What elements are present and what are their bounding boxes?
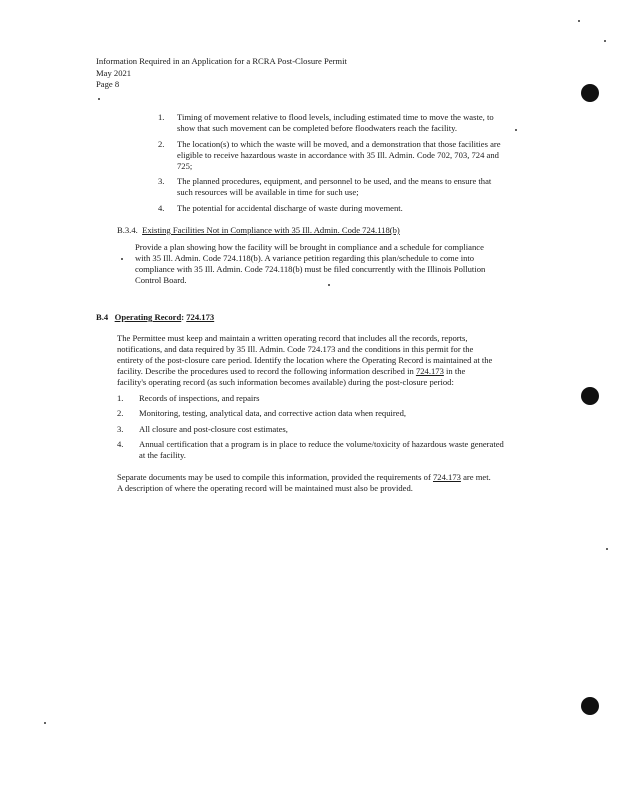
- section-b334-heading: [117, 225, 400, 236]
- section-b334-body: Provide a plan showing how the facility will be brought in compliance and a schedule for compliance with 35 Ill. Admin. Code 724.118(b). A variance petition regarding this plan/schedule to come into compliance with 35 Ill. Admin. Code 724.118(b) must be filed concurrently with the Illinois Pollution Control Board.: [135, 242, 486, 285]
- list-item-text: The potential for accidental discharge of waste during movement.: [177, 203, 403, 213]
- section-b4-intro: The Permittee must keep and maintain a written operating record that includes all the records, reports, notifications, and data required by 35 Ill. Admin. Code 724.173 and the conditions in this permit for the entirety of the post-closure care period. Identify the location where the Operating Record is maintained at the facility. Describe the procedures used to record the following information described in 724.173 in the facility's operating record (as such information becomes available) during the post-closure period:: [117, 333, 493, 387]
- page-number: Page 8: [96, 79, 120, 89]
- section-number: B.3.4.: [117, 225, 138, 235]
- document-title: Information Required in an Application for a RCRA Post-Closure Permit: [96, 56, 347, 66]
- section-title: Operating Record: [114, 312, 182, 322]
- list-number: 3.: [158, 176, 165, 186]
- regulation-link[interactable]: 724.173: [432, 472, 461, 482]
- scan-speck: [121, 258, 123, 260]
- page-header: [96, 56, 416, 91]
- list-number: 2.: [117, 408, 124, 418]
- list-number: 1.: [117, 393, 124, 403]
- list-number: 4.: [117, 439, 124, 449]
- list-item-text: Monitoring, testing, analytical data, and corrective action data when required,: [139, 408, 407, 418]
- list-number: 2.: [158, 139, 165, 149]
- section-title: Existing Facilities Not in Compliance with 35 Ill. Admin. Code 724.118(b): [142, 225, 400, 235]
- binder-hole-bottom: [581, 697, 599, 715]
- scan-speck: [604, 40, 606, 42]
- scan-speck: [578, 20, 580, 22]
- scan-speck: [606, 548, 608, 550]
- list-item-text: Records of inspections, and repairs: [139, 393, 260, 403]
- list-item-text: All closure and post-closure cost estimates,: [139, 424, 288, 434]
- list-item-text: The planned procedures, equipment, and personnel to be used, and the means to ensure that such resources will be available in time for such use;: [177, 176, 492, 197]
- scan-speck: [98, 98, 100, 100]
- regulation-link[interactable]: 724.173: [186, 312, 215, 322]
- section-number: B.4: [96, 312, 109, 322]
- list-number: 1.: [158, 112, 165, 122]
- section-b4-closing: Separate documents may be used to compile this information, provided the requirements of 724.173 are met. A description of where the operating record will be maintained must also be provided.: [117, 472, 491, 493]
- binder-hole-top: [581, 84, 599, 102]
- list-item-text: Timing of movement relative to flood levels, including estimated time to move the waste, to show that such movement can be completed before floodwaters reach the facility.: [177, 112, 494, 133]
- section-b4-heading: B.4 Operating Record: 724.173: [96, 312, 215, 322]
- regulation-link[interactable]: 724.173: [415, 366, 444, 376]
- document-date: May 2021: [96, 67, 132, 78]
- list-number: 3.: [117, 424, 124, 434]
- list-item-text: The location(s) to which the waste will be moved, and a demonstration that those facilities are eligible to receive hazardous waste in accordance with 35 Ill. Admin. Code 702, 703, 724 and 725;: [177, 139, 501, 171]
- list-item-text: Annual certification that a program is in place to reduce the volume/toxicity of hazardous waste generated at the facility.: [139, 439, 504, 460]
- list-number: 4.: [158, 203, 165, 213]
- binder-hole-middle: [581, 387, 599, 405]
- scan-speck: [44, 722, 46, 724]
